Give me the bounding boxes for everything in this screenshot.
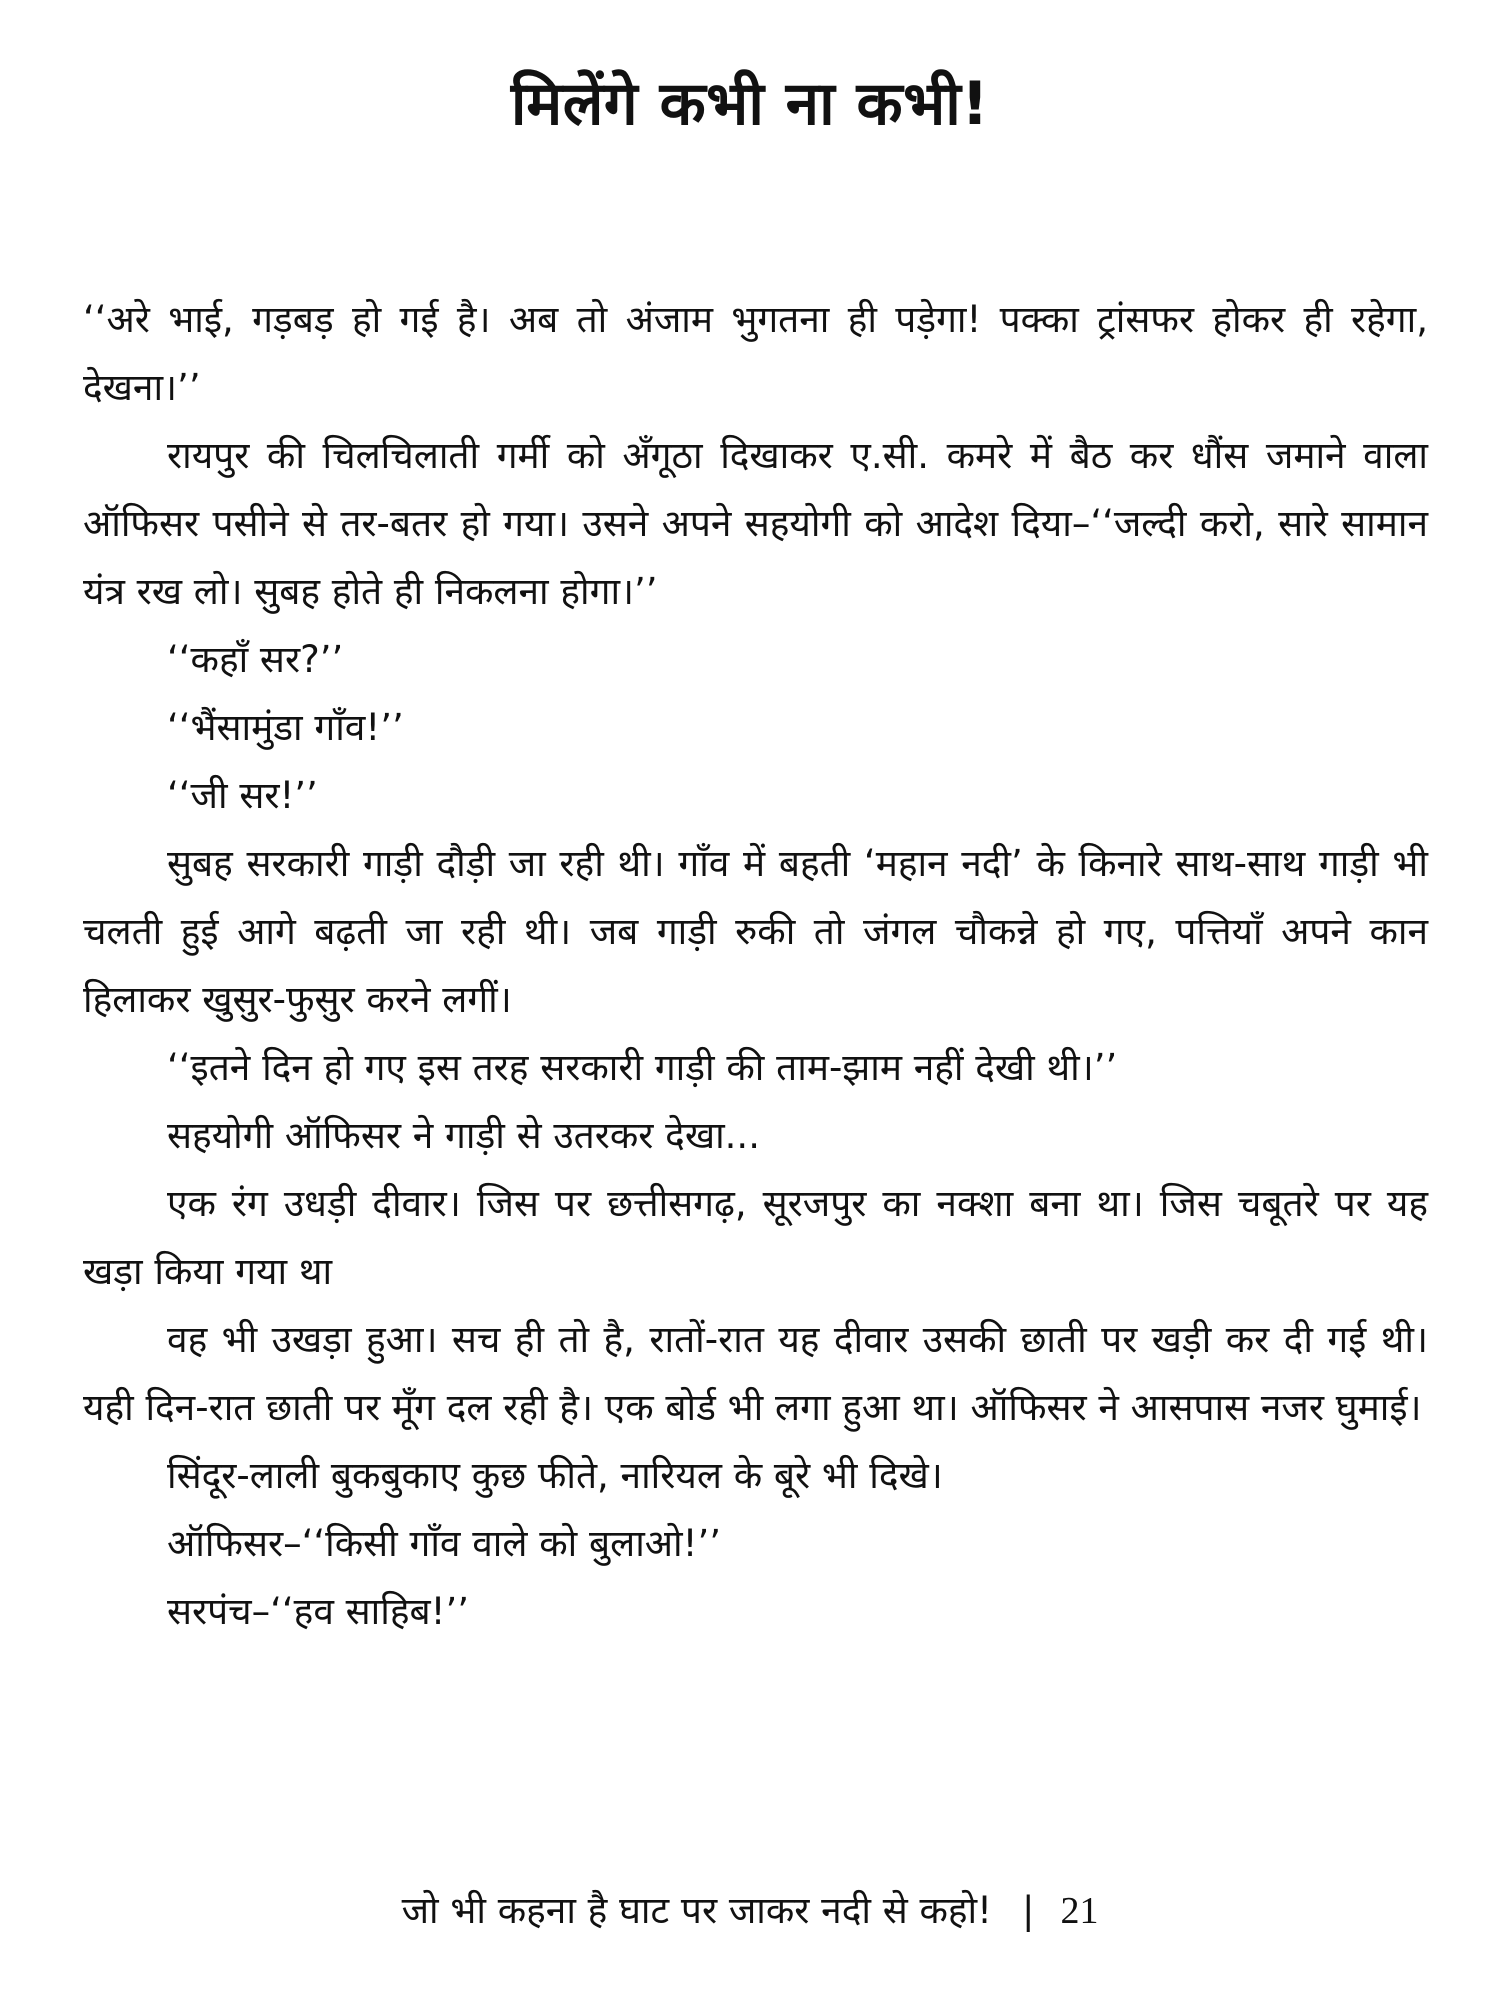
paragraph: सहयोगी ऑफिसर ने गाड़ी से उतरकर देखा... [167,1114,760,1157]
dialogue-line: ‘‘भैंसामुंडा गाँव!’’ [167,706,404,749]
page-footer [0,1886,1500,1936]
dialogue-line: ऑफिसर–‘‘किसी गाँव वाले को बुलाओ!’’ [167,1522,721,1565]
paragraph: सिंदूर-लाली बुकबुकाए कुछ फीते, नारियल के बूरे भी दिखे। [167,1454,943,1497]
dialogue-line: ‘‘जी सर!’’ [167,774,318,817]
footer-separator: | [1021,1889,1035,1932]
paragraph: सुबह सरकारी गाड़ी दौड़ी जा रही थी। गाँव में बहती ‘महान नदी’ के किनारे साथ-साथ गाड़ी भी चलती हुई आगे बढ़ती जा रही थी। जब गाड़ी रुकी तो जंगल चौकन्ने हो गए, पत्तियाँ अपने कान हिलाकर खुसुर-फुसुर करने लगीं। [83,842,1428,1021]
dialogue-line: ‘‘कहाँ सर?’’ [167,638,344,681]
paragraph: ‘‘अरे भाई, गड़बड़ हो गई है। अब तो अंजाम भुगतना ही पड़ेगा! पक्का ट्रांसफर होकर ही रहेगा, देखना।’’ [83,298,1428,409]
dialogue-line: सरपंच–‘‘हव साहिब!’’ [167,1590,469,1633]
page-number: 21 [1060,1890,1099,1932]
running-head: जो भी कहना है घाट पर जाकर नदी से कहो! [401,1889,992,1932]
dialogue-line: ‘‘इतने दिन हो गए इस तरह सरकारी गाड़ी की ताम-झाम नहीं देखी थी।’’ [167,1046,1118,1089]
paragraph: एक रंग उधड़ी दीवार। जिस पर छत्तीसगढ़, सूरजपुर का नक्शा बना था। जिस चबूतरे पर यह खड़ा किया गया था [83,1182,1428,1293]
chapter-title: मिलेंगे कभी ना कभी! [510,69,990,139]
chapter-body [83,286,1428,1646]
paragraph: वह भी उखड़ा हुआ। सच ही तो है, रातों-रात यह दीवार उसकी छाती पर खड़ी कर दी गई थी। यही दिन-रात छाती पर मूँग दल रही है। एक बोर्ड भी लगा हुआ था। ऑफिसर ने आसपास नजर घुमाई। [83,1318,1428,1429]
paragraph: रायपुर की चिलचिलाती गर्मी को अँगूठा दिखाकर ए.सी. कमरे में बैठ कर धौंस जमाने वाला ऑफिसर पसीने से तर-बतर हो गया। उसने अपने सहयोगी को आदेश दिया–‘‘जल्दी करो, सारे सामान यंत्र रख लो। सुबह होते ही निकलना होगा।’’ [83,434,1428,613]
